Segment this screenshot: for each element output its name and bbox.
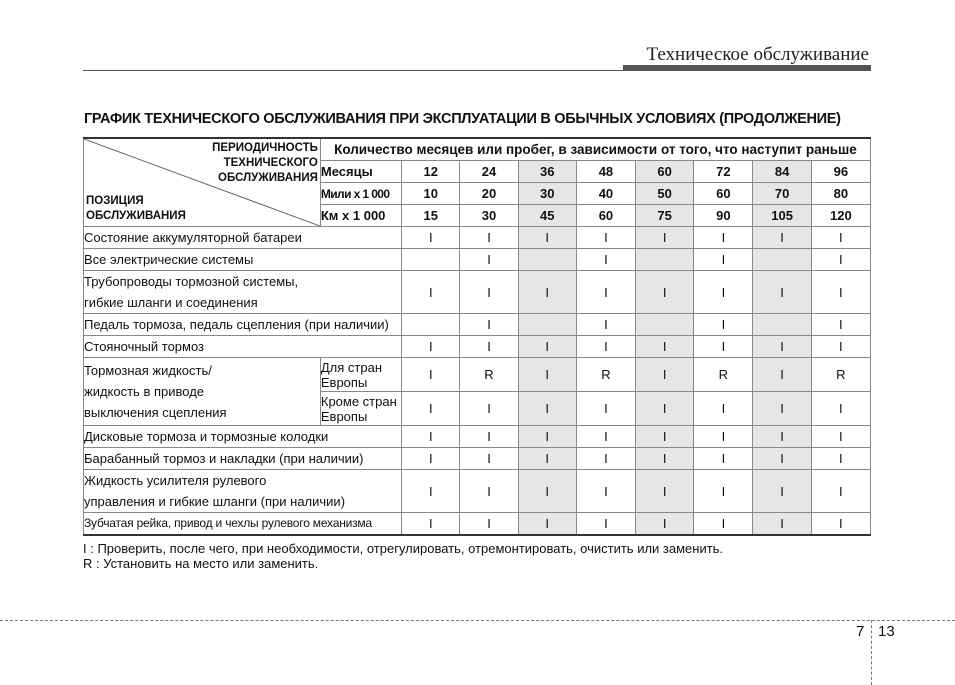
- item-value: I: [694, 227, 753, 249]
- item-value: [402, 314, 460, 336]
- item-value: [636, 249, 694, 271]
- item-name-line: управления и гибкие шланги (при наличии): [84, 494, 346, 509]
- item-value: I: [518, 470, 576, 513]
- item-value: I: [460, 470, 518, 513]
- interval-value: 80: [811, 183, 870, 205]
- item-value: I: [402, 448, 460, 470]
- item-value: [518, 314, 576, 336]
- maintenance-schedule-table: [83, 137, 871, 536]
- item-value: I: [694, 513, 753, 536]
- header-corner-cell: [84, 138, 321, 227]
- item-value: I: [636, 470, 694, 513]
- page-number: 13: [878, 623, 895, 640]
- item-value: I: [460, 227, 518, 249]
- item-name: [84, 426, 402, 448]
- item-value: I: [518, 426, 576, 448]
- header-row: [84, 138, 871, 161]
- interval-label: Мили x 1 000: [320, 183, 401, 205]
- item-value: I: [576, 513, 635, 536]
- item-value: I: [636, 271, 694, 314]
- item-value: I: [402, 426, 460, 448]
- item-name-line: Трубопроводы тормозной системы,: [84, 274, 299, 289]
- item-value: I: [576, 448, 635, 470]
- item-name: [84, 227, 402, 249]
- interval-value: 120: [811, 205, 870, 227]
- item-value: I: [694, 249, 753, 271]
- interval-label: Км x 1 000: [320, 205, 401, 227]
- interval-value: 10: [402, 183, 460, 205]
- table-row: [84, 470, 871, 513]
- item-value: I: [636, 426, 694, 448]
- interval-label: Месяцы: [320, 161, 401, 183]
- legend-i: I : Проверить, после чего, при необходимости, отрегулировать, отремонтировать, очистить или заменить.: [83, 541, 724, 556]
- corner-bottom-line: ОБСЛУЖИВАНИЯ: [86, 210, 186, 222]
- item-name: [84, 470, 402, 513]
- item-value: I: [402, 271, 460, 314]
- item-name: [84, 249, 402, 271]
- item-value: I: [518, 448, 576, 470]
- item-value: I: [402, 336, 460, 358]
- item-value: I: [518, 358, 576, 392]
- item-value: [636, 314, 694, 336]
- item-name: [84, 448, 402, 470]
- table-row: [84, 314, 871, 336]
- item-value: I: [753, 271, 811, 314]
- table-row: [84, 249, 871, 271]
- item-value: I: [753, 392, 811, 426]
- item-value: I: [811, 392, 870, 426]
- interval-value: 12: [402, 161, 460, 183]
- item-name: [84, 314, 402, 336]
- interval-value: 40: [576, 183, 635, 205]
- interval-value: 24: [460, 161, 518, 183]
- sub-item-non-europe: Кроме стран Европы: [320, 392, 401, 426]
- table-row: [84, 358, 871, 392]
- item-value: I: [460, 392, 518, 426]
- interval-value: 15: [402, 205, 460, 227]
- item-value: I: [576, 470, 635, 513]
- item-value: I: [753, 426, 811, 448]
- interval-value: 60: [694, 183, 753, 205]
- table-row: [84, 426, 871, 448]
- item-value: I: [694, 426, 753, 448]
- table-row: [84, 271, 871, 314]
- item-value: I: [636, 227, 694, 249]
- interval-value: 50: [636, 183, 694, 205]
- item-value: I: [811, 470, 870, 513]
- header-bar: [623, 65, 871, 71]
- interval-value: 90: [694, 205, 753, 227]
- interval-value: 60: [576, 205, 635, 227]
- item-name: [84, 271, 402, 314]
- item-value: I: [518, 336, 576, 358]
- item-name: [84, 358, 321, 426]
- corner-interval-label: [212, 141, 318, 186]
- corner-bottom-line: ПОЗИЦИЯ: [86, 195, 144, 207]
- item-value: I: [402, 227, 460, 249]
- corner-top-line: ОБСЛУЖИВАНИЯ: [218, 172, 318, 184]
- item-value: I: [576, 314, 635, 336]
- corner-top-line: ТЕХНИЧЕСКОГО: [223, 157, 318, 169]
- item-name-line: Стояночный тормоз: [84, 339, 205, 354]
- item-value: I: [811, 448, 870, 470]
- footer-dashed-divider: [871, 620, 872, 685]
- item-name-line: Жидкость усилителя рулевого: [84, 473, 267, 488]
- item-value: I: [811, 314, 870, 336]
- item-value: I: [460, 336, 518, 358]
- item-name-line: Педаль тормоза, педаль сцепления (при наличии): [84, 317, 389, 332]
- item-value: I: [694, 336, 753, 358]
- item-value: I: [460, 448, 518, 470]
- item-value: I: [694, 392, 753, 426]
- interval-value: 30: [460, 205, 518, 227]
- item-value: I: [694, 271, 753, 314]
- interval-header: Количество месяцев или пробег, в зависимости от того, что наступит раньше: [320, 138, 870, 161]
- item-value: I: [576, 271, 635, 314]
- item-value: I: [753, 336, 811, 358]
- item-value: R: [694, 358, 753, 392]
- item-value: I: [753, 227, 811, 249]
- item-name-line: Зубчатая рейка, привод и чехлы рулевого механизма: [84, 516, 372, 530]
- item-value: I: [636, 448, 694, 470]
- sub-item-europe: Для стран Европы: [320, 358, 401, 392]
- item-value: I: [402, 513, 460, 536]
- item-name-line: Тормозная жидкость/: [84, 363, 212, 378]
- item-value: I: [576, 249, 635, 271]
- item-value: I: [576, 336, 635, 358]
- item-value: I: [811, 227, 870, 249]
- item-value: I: [576, 392, 635, 426]
- item-value: I: [753, 448, 811, 470]
- interval-value: 20: [460, 183, 518, 205]
- item-value: I: [518, 227, 576, 249]
- item-value: I: [811, 249, 870, 271]
- item-name-line: Барабанный тормоз и накладки (при наличии): [84, 451, 364, 466]
- item-value: I: [753, 358, 811, 392]
- item-name-line: жидкость в приводе: [84, 384, 205, 399]
- item-value: I: [518, 392, 576, 426]
- item-value: I: [811, 336, 870, 358]
- item-value: I: [402, 470, 460, 513]
- item-value: I: [694, 470, 753, 513]
- interval-value: 30: [518, 183, 576, 205]
- corner-top-line: ПЕРИОДИЧНОСТЬ: [212, 142, 318, 154]
- chapter-number: 7: [856, 623, 865, 640]
- item-value: I: [576, 426, 635, 448]
- item-name: [84, 513, 402, 536]
- item-value: I: [694, 314, 753, 336]
- item-value: I: [636, 358, 694, 392]
- item-value: R: [576, 358, 635, 392]
- item-value: [753, 249, 811, 271]
- interval-value: 36: [518, 161, 576, 183]
- item-value: I: [460, 249, 518, 271]
- item-value: I: [518, 271, 576, 314]
- item-name-line: Состояние аккумуляторной батареи: [84, 230, 302, 245]
- table-row: [84, 513, 871, 536]
- item-value: I: [460, 271, 518, 314]
- interval-value: 48: [576, 161, 635, 183]
- interval-value: 105: [753, 205, 811, 227]
- page-title: ГРАФИК ТЕХНИЧЕСКОГО ОБСЛУЖИВАНИЯ ПРИ ЭКСПЛУАТАЦИИ В ОБЫЧНЫХ УСЛОВИЯХ (ПРОДОЛЖЕНИЕ): [84, 111, 841, 127]
- item-value: I: [636, 336, 694, 358]
- item-value: I: [694, 448, 753, 470]
- item-value: I: [636, 392, 694, 426]
- item-value: I: [811, 513, 870, 536]
- item-value: I: [402, 392, 460, 426]
- item-value: [518, 249, 576, 271]
- item-value: I: [576, 227, 635, 249]
- item-value: I: [753, 470, 811, 513]
- interval-value: 45: [518, 205, 576, 227]
- item-value: I: [811, 426, 870, 448]
- item-value: I: [460, 314, 518, 336]
- item-value: I: [753, 513, 811, 536]
- item-value: [402, 249, 460, 271]
- item-value: I: [811, 271, 870, 314]
- item-name-line: выключения сцепления: [84, 405, 227, 420]
- item-name-line: Дисковые тормоза и тормозные колодки: [84, 429, 329, 444]
- table-row: [84, 336, 871, 358]
- interval-value: 84: [753, 161, 811, 183]
- item-name-line: Все электрические системы: [84, 252, 254, 267]
- item-value: I: [636, 513, 694, 536]
- item-value: I: [402, 358, 460, 392]
- interval-value: 72: [694, 161, 753, 183]
- item-name: [84, 336, 402, 358]
- interval-value: 96: [811, 161, 870, 183]
- interval-value: 70: [753, 183, 811, 205]
- item-name-line: гибкие шланги и соединения: [84, 295, 258, 310]
- table-row: [84, 227, 871, 249]
- item-value: I: [460, 426, 518, 448]
- interval-value: 60: [636, 161, 694, 183]
- interval-value: 75: [636, 205, 694, 227]
- section-title: Техническое обслуживание: [646, 44, 869, 65]
- footer-dashed-rule: [0, 620, 955, 621]
- item-value: R: [460, 358, 518, 392]
- item-value: R: [811, 358, 870, 392]
- legend: [83, 541, 723, 571]
- legend-r: R : Установить на место или заменить.: [83, 556, 319, 571]
- item-value: [753, 314, 811, 336]
- table-row: [84, 448, 871, 470]
- corner-item-label: [86, 194, 186, 224]
- item-value: I: [518, 513, 576, 536]
- item-value: I: [460, 513, 518, 536]
